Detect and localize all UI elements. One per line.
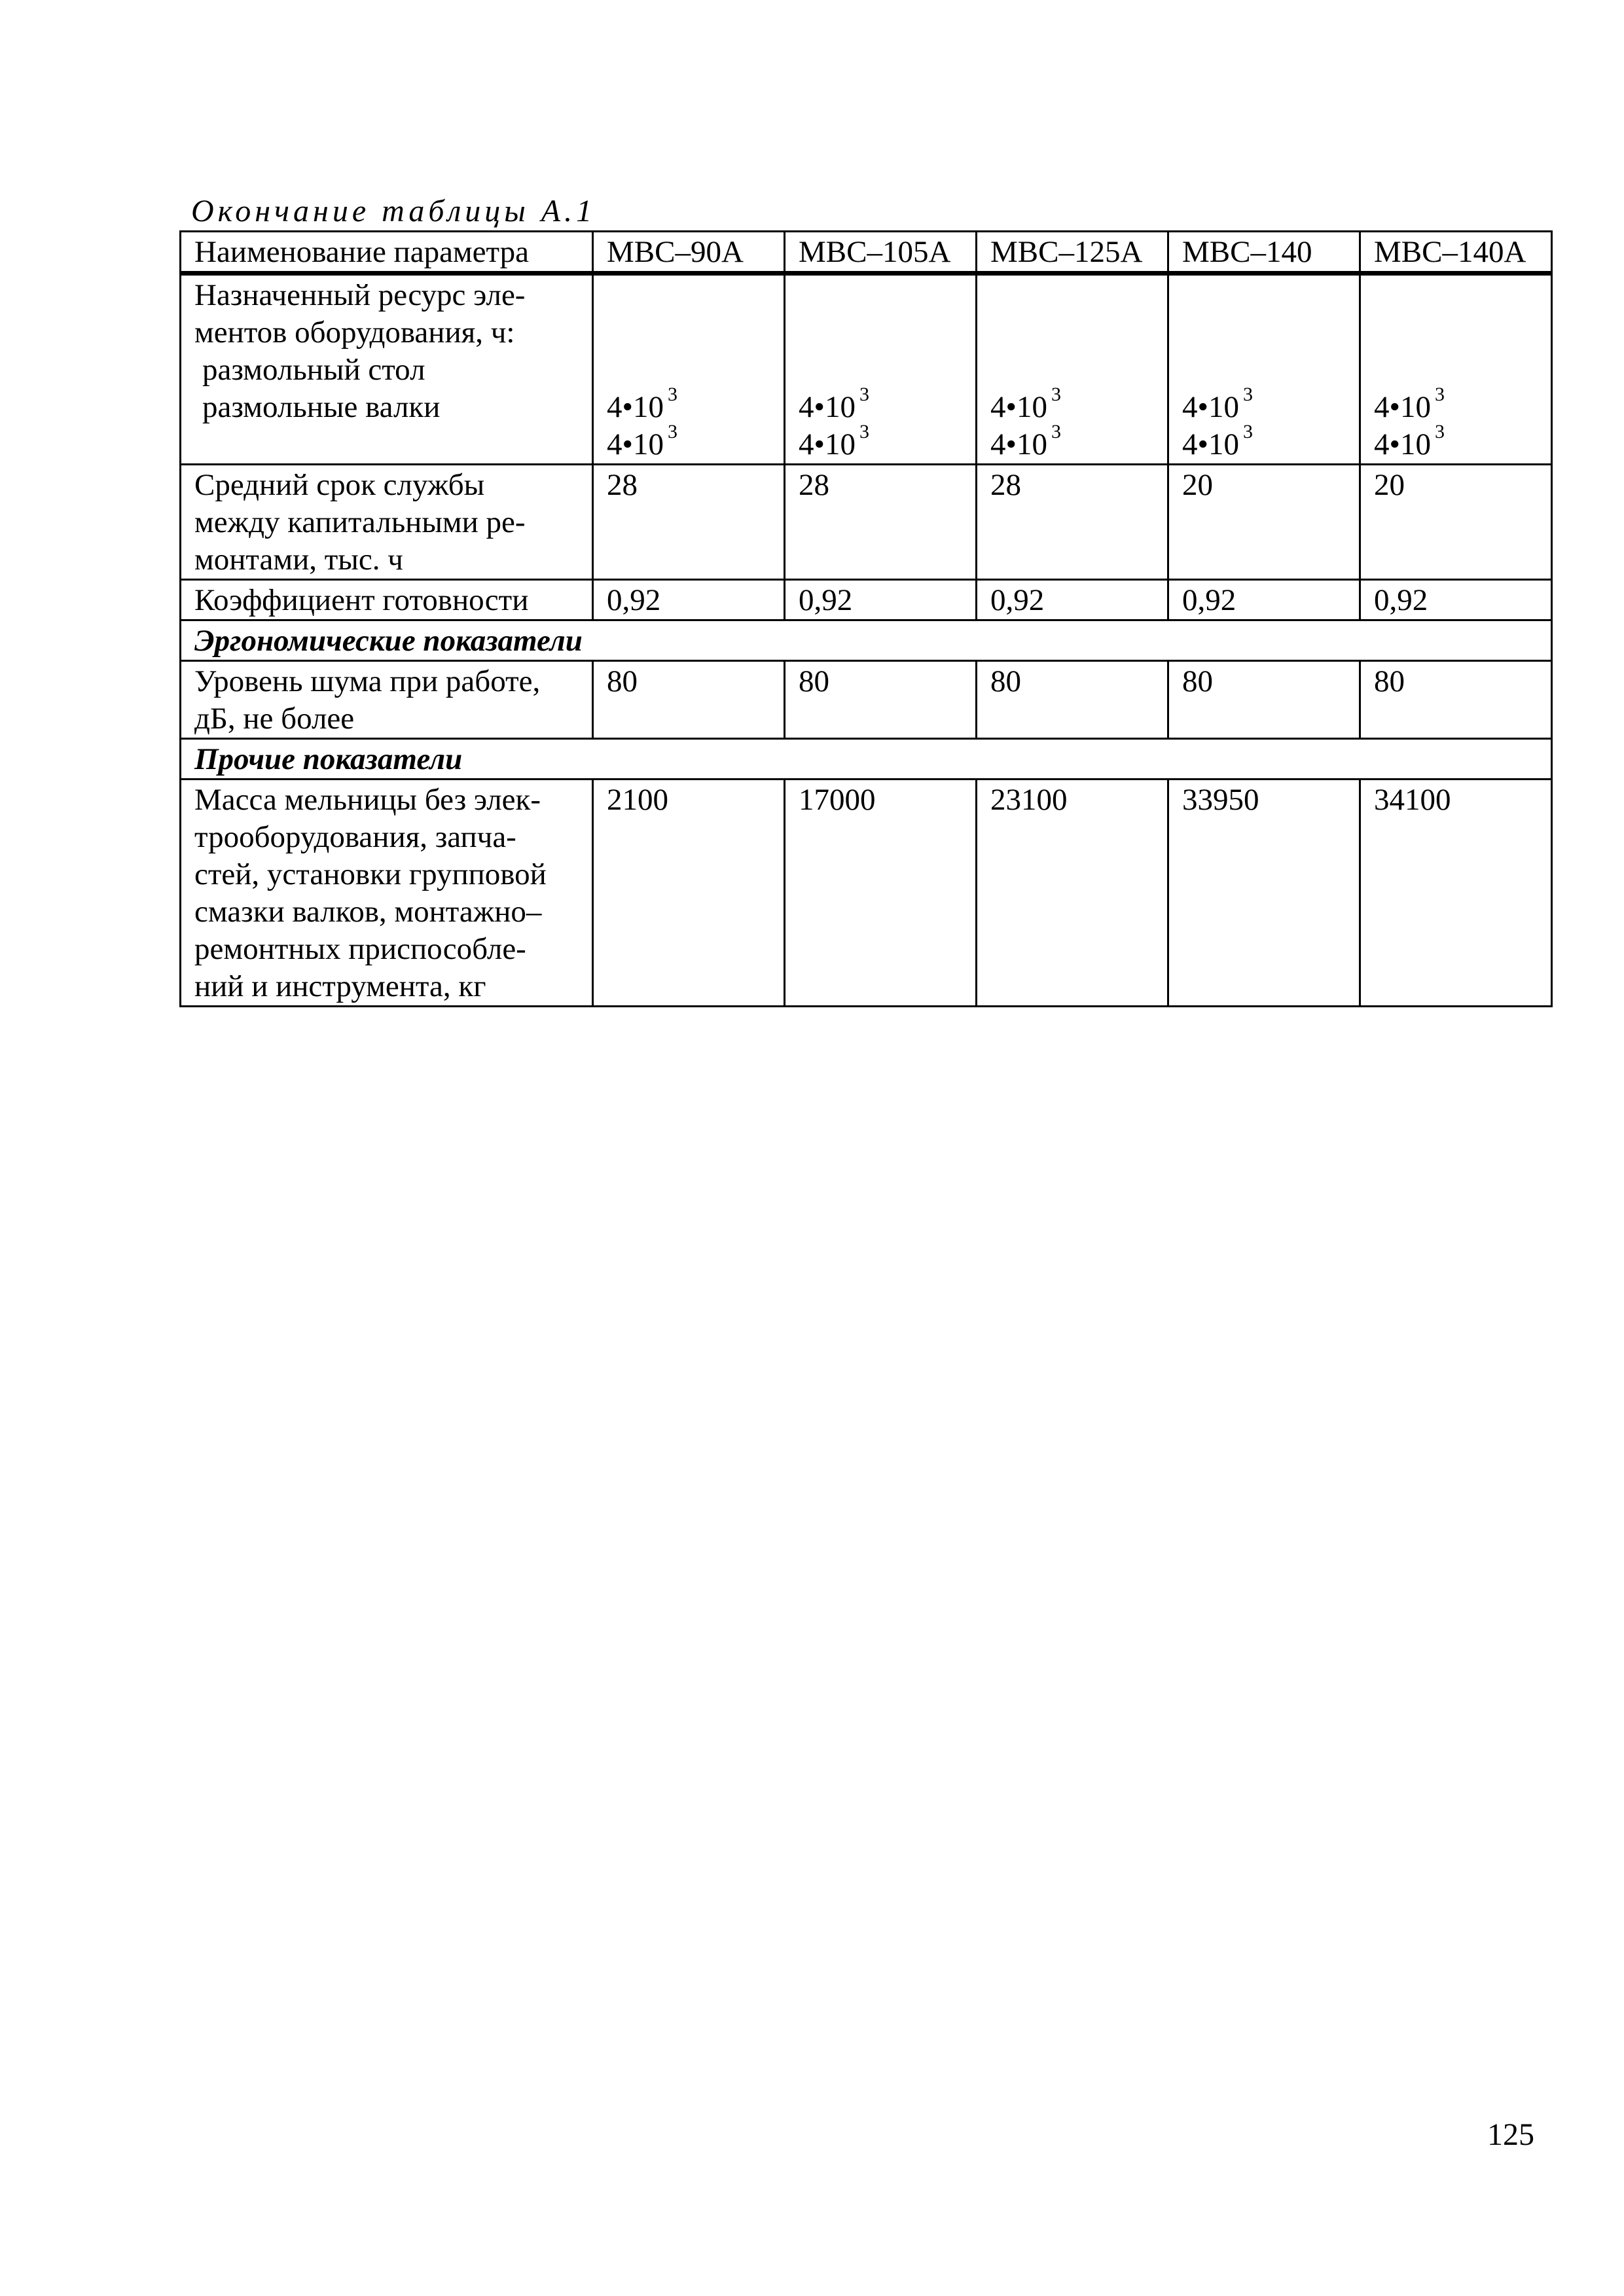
resource-exponent: 3 <box>859 384 869 405</box>
label-line: Средний срок службы <box>194 468 485 502</box>
resource-value: 4•10 <box>990 427 1047 461</box>
table-row-noise <box>181 661 1552 739</box>
header-cell-mvs-90a: МВС–90А <box>593 232 785 274</box>
value-cell: 0,92 <box>785 580 977 620</box>
row-label <box>181 661 593 739</box>
label-line: ний и инструмента, кг <box>194 969 486 1003</box>
label-line: размольные валки <box>202 390 441 424</box>
label-line: стей, установки групповой <box>194 857 547 891</box>
label-line: ментов оборудования, ч: <box>194 315 515 350</box>
value-cell: 17000 <box>785 780 977 1007</box>
value-cell: 2100 <box>593 780 785 1007</box>
table-row-mass <box>181 780 1552 1007</box>
resource-value: 4•10 <box>990 390 1047 424</box>
resource-cell <box>977 274 1168 465</box>
resource-exponent: 3 <box>1434 421 1445 442</box>
header-cell-parameter: Наименование параметра <box>181 232 593 274</box>
table-row-availability <box>181 580 1552 620</box>
resource-value: 4•10 <box>1374 390 1431 424</box>
table-row-service-life <box>181 465 1552 580</box>
resource-value: 4•10 <box>607 390 664 424</box>
label-line: трооборудования, запча- <box>194 820 516 854</box>
resource-value: 4•10 <box>1182 427 1239 461</box>
table-caption: Окончание таблицы А.1 <box>191 194 596 228</box>
label-line: Масса мельницы без элек- <box>194 783 541 817</box>
resource-exponent: 3 <box>1242 421 1253 442</box>
value-cell: 0,92 <box>1360 580 1552 620</box>
label-line: Уровень шума при работе, <box>194 664 541 698</box>
resource-cell <box>1360 274 1552 465</box>
value-cell: 28 <box>785 465 977 580</box>
section-heading: Эргономические показатели <box>181 620 1552 661</box>
resource-cell <box>1168 274 1360 465</box>
section-row-other <box>181 739 1552 780</box>
value-cell: 0,92 <box>977 580 1168 620</box>
resource-exponent: 3 <box>1242 384 1253 405</box>
header-cell-mvs-105a: МВС–105А <box>785 232 977 274</box>
value-cell: 80 <box>977 661 1168 739</box>
value-cell: 23100 <box>977 780 1168 1007</box>
resource-value: 4•10 <box>607 427 664 461</box>
resource-exponent: 3 <box>1051 421 1061 442</box>
resource-exponent: 3 <box>859 421 869 442</box>
header-cell-mvs-140a: МВС–140А <box>1360 232 1552 274</box>
resource-exponent: 3 <box>1051 384 1061 405</box>
parameters-table <box>179 230 1553 1007</box>
resource-cell <box>785 274 977 465</box>
value-cell: 34100 <box>1360 780 1552 1007</box>
resource-cell <box>593 274 785 465</box>
resource-value: 4•10 <box>799 427 856 461</box>
value-cell: 80 <box>1360 661 1552 739</box>
header-cell-mvs-140: МВС–140 <box>1168 232 1360 274</box>
value-cell: 20 <box>1168 465 1360 580</box>
resource-exponent: 3 <box>667 421 677 442</box>
resource-exponent: 3 <box>1434 384 1445 405</box>
page-number: 125 <box>1487 2117 1534 2152</box>
label-line: ремонтных приспособле- <box>194 932 526 966</box>
resource-value: 4•10 <box>799 390 856 424</box>
label-line: монтами, тыс. ч <box>194 543 403 577</box>
value-cell: 0,92 <box>1168 580 1360 620</box>
value-cell: 80 <box>1168 661 1360 739</box>
label-line: смазки валков, монтажно– <box>194 895 542 929</box>
row-label <box>181 780 593 1007</box>
label-line: размольный стол <box>202 353 425 387</box>
value-cell: 33950 <box>1168 780 1360 1007</box>
section-row-ergonomic <box>181 620 1552 661</box>
label-line: дБ, не более <box>194 702 355 736</box>
value-cell: 28 <box>977 465 1168 580</box>
value-cell: 20 <box>1360 465 1552 580</box>
section-heading: Прочие показатели <box>181 739 1552 780</box>
label-line: между капитальными ре- <box>194 505 526 539</box>
header-cell-mvs-125a: МВС–125А <box>977 232 1168 274</box>
resource-value: 4•10 <box>1374 427 1431 461</box>
row-label <box>181 274 593 465</box>
label-line: Назначенный ресурс эле- <box>194 278 526 312</box>
value-cell: 0,92 <box>593 580 785 620</box>
value-cell: 80 <box>785 661 977 739</box>
row-label <box>181 465 593 580</box>
resource-value: 4•10 <box>1182 390 1239 424</box>
table-row-resource <box>181 274 1552 465</box>
resource-exponent: 3 <box>667 384 677 405</box>
row-label: Коэффициент готовности <box>181 580 593 620</box>
value-cell: 80 <box>593 661 785 739</box>
table-header-row <box>181 232 1552 274</box>
value-cell: 28 <box>593 465 785 580</box>
